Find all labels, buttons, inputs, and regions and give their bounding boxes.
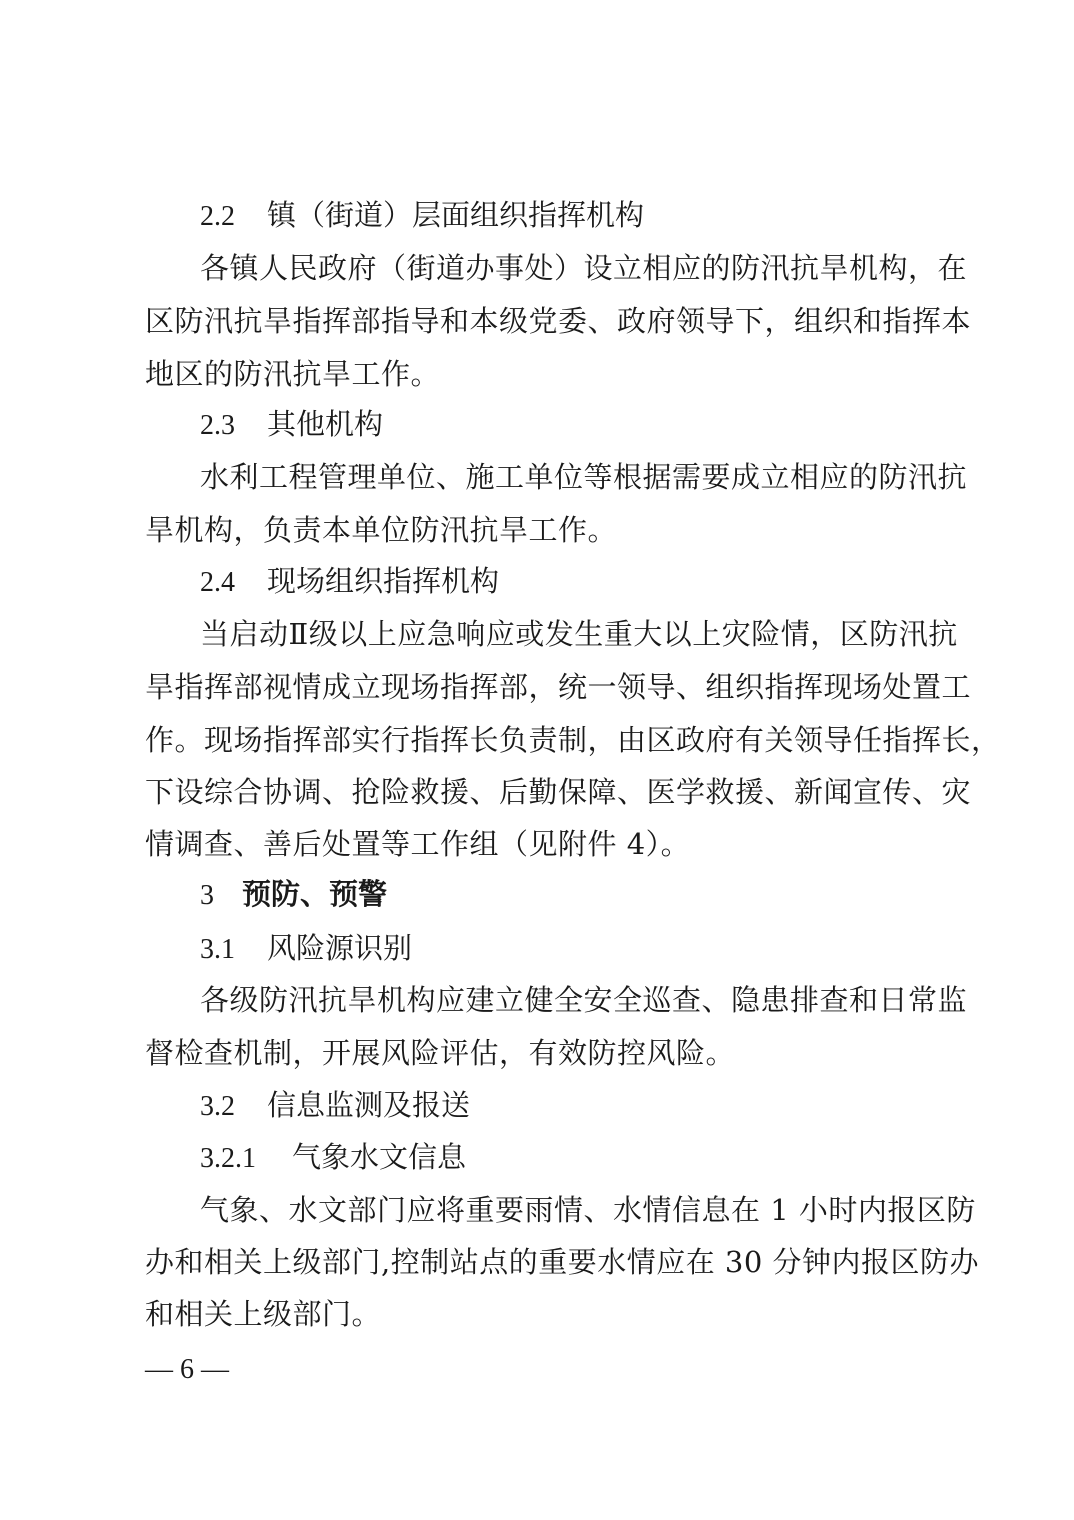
section-heading-2-4: [200, 561, 499, 603]
section-heading-3-2: [200, 1085, 470, 1127]
section-heading-3-1: [200, 928, 412, 970]
paragraph-line: 各镇人民政府（街道办事处）设立相应的防汛抗旱机构，在: [200, 251, 968, 285]
section-title: 镇（街道）层面组织指挥机构: [267, 198, 645, 232]
section-title: 预防、预警: [242, 879, 388, 911]
section-number: 3.1: [200, 934, 235, 965]
section-heading-3: [200, 875, 387, 916]
paragraph-line: 情调查、善后处置等工作组（见附件 4）。: [145, 827, 691, 861]
section-number: 2.2: [200, 201, 235, 232]
section-title: 风险源识别: [267, 931, 413, 965]
paragraph-line: 和相关上级部门。: [145, 1297, 382, 1331]
section-number: 3.2.1: [200, 1143, 256, 1174]
paragraph-line: 办和相关上级部门,控制站点的重要水情应在 30 分钟内报区防办: [145, 1245, 980, 1279]
paragraph-line: 地区的防汛抗旱工作。: [145, 357, 441, 391]
paragraph-line: 区防汛抗旱指挥部指导和本级党委、政府领导下，组织和指挥本: [145, 304, 972, 338]
section-title: 现场组织指挥机构: [267, 564, 500, 598]
section-title: 信息监测及报送: [267, 1088, 471, 1122]
paragraph-line: 当启动Ⅱ级以上应急响应或发生重大以上灾险情，区防汛抗: [200, 617, 958, 651]
paragraph-line: 督检查机制，开展风险评估，有效防控风险。: [145, 1036, 736, 1070]
section-heading-3-2-1: [200, 1137, 466, 1179]
section-heading-2-3: [200, 404, 383, 446]
section-number: 2.3: [200, 410, 235, 441]
section-number: 3: [200, 880, 214, 911]
section-heading-2-2: [200, 195, 644, 237]
section-number: 3.2: [200, 1091, 235, 1122]
section-title: 气象水文信息: [292, 1140, 467, 1174]
paragraph-line: 旱机构，负责本单位防汛抗旱工作。: [145, 513, 618, 547]
paragraph-line: 气象、水文部门应将重要雨情、水情信息在 1 小时内报区防: [200, 1193, 976, 1227]
page-number: — 6 —: [145, 1354, 229, 1385]
section-number: 2.4: [200, 567, 235, 598]
section-title: 其他机构: [267, 407, 384, 441]
paragraph-line: 旱指挥部视情成立现场指挥部，统一领导、组织指挥现场处置工: [145, 670, 972, 704]
paragraph-line: 作。现场指挥部实行指挥长负责制，由区政府有关领导任指挥长，: [145, 723, 1001, 757]
paragraph-line: 下设综合协调、抢险救援、后勤保障、医学救援、新闻宣传、灾: [145, 775, 972, 809]
paragraph-line: 各级防汛抗旱机构应建立健全安全巡查、隐患排查和日常监: [200, 983, 968, 1017]
paragraph-line: 水利工程管理单位、施工单位等根据需要成立相应的防汛抗: [200, 460, 968, 494]
